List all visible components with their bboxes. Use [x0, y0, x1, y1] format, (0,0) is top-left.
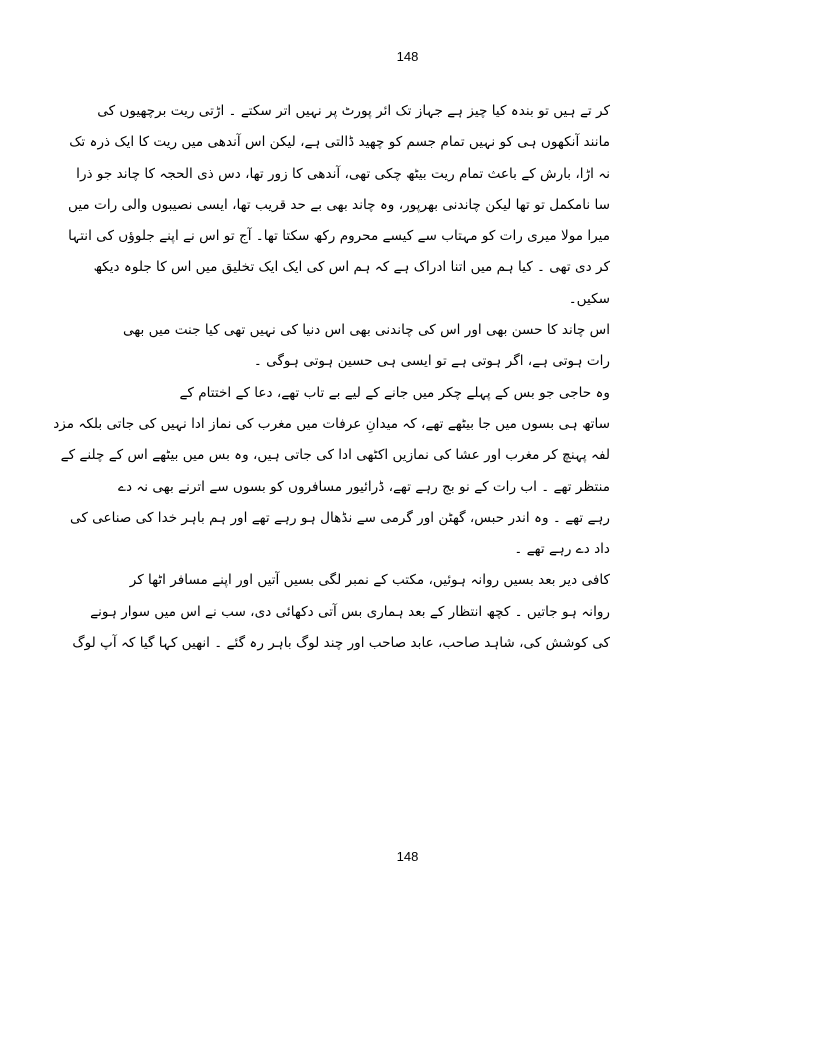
text-line: اس چاند کا حسن بھی اور اس کی چاندنی بھی اس دنیا کی نہیں تھی کیا جنت میں بھی	[122, 322, 610, 339]
text-line: داد دے رہے تھے ۔	[514, 541, 610, 558]
text-line: منتظر تھے ۔ اب رات کے نو بج رہے تھے، ڈرائیور مسافروں کو بسوں سے اترنے بھی نہ دے	[118, 478, 610, 495]
text-line: کر تے ہیں تو بندہ کیا چیز ہے جہاز تک ائر پورٹ پر نہیں اتر سکتے ۔ اڑتی ریت برچھیوں کی	[97, 103, 610, 119]
text-line: مانند آنکھوں ہی کو نہیں تمام جسم کو چھید ڈالتی ہے، لیکن اس آندھی میں ریت کا ایک ذرہ تک	[69, 134, 610, 151]
text-line: نہ اڑا، بارش کے باعث تمام ریت بیٹھ چکی تھی، آندھی کا زور تھا، دس ذی الحجہ کا چاند جو ذرا	[76, 165, 610, 182]
page-number-top: 148	[396, 49, 419, 64]
text-line: رات ہوتی ہے، اگر ہوتی ہے تو ایسی ہی حسین ہوتی ہوگی ۔	[253, 353, 610, 370]
page-number-bottom: 148	[396, 849, 419, 864]
text-line: کی کوشش کی، شاہد صاحب، عابد صاحب اور چند لوگ باہر رہ گئے ۔ انھیں کہا گیا کہ آپ لوگ	[72, 635, 610, 652]
body-text	[53, 96, 610, 659]
text-line: کر دی تھی ۔ کیا ہم میں اتنا ادراک ہے کہ ہم اس کی ایک ایک تخلیق میں اس کا جلوہ دیکھ	[93, 259, 610, 276]
text-line: سا نامکمل تو تھا لیکن چاندنی بھرپور، وہ چاند بھی بے حد قریب تھا، ایسی نصیبوں والی رات میں	[67, 196, 610, 213]
text-line: وہ حاجی جو بس کے پہلے چکر میں جانے کے لیے بے تاب تھے، دعا کے اختتام کے	[179, 384, 610, 401]
text-line: لفہ پہنچ کر مغرب اور عشا کی نمازیں اکٹھی ادا کی جاتی ہیں، وہ بس میں بیٹھے اس کے چلنے کے	[60, 447, 610, 464]
text-line: روانہ ہو جاتیں ۔ کچھ انتظار کے بعد ہماری بس آتی دکھائی دی، سب نے اس میں سوار ہونے	[90, 603, 610, 620]
text-line: سکیں۔	[568, 290, 610, 307]
text-line: رہے تھے ۔ وہ اندر حبس، گھٹن اور گرمی سے نڈھال ہو رہے تھے اور ہم باہر خدا کی صناعی کی	[70, 509, 610, 526]
text-line: کافی دیر بعد بسیں روانہ ہوئیں، مکتب کے نمبر لگی بسیں آتیں اور اپنے مسافر اٹھا کر	[129, 572, 610, 589]
text-line: ساتھ ہی بسوں میں جا بیٹھے تھے، کہ میدانِ عرفات میں مغرب کی نماز ادا نہیں کی جاتی بلکہ مزد	[53, 415, 610, 432]
text-line: میرا مولا میری رات کو مہتاب سے کیسے محروم رکھ سکتا تھا۔ آج تو اس نے اپنے جلوؤں کی انتہا	[68, 228, 610, 245]
